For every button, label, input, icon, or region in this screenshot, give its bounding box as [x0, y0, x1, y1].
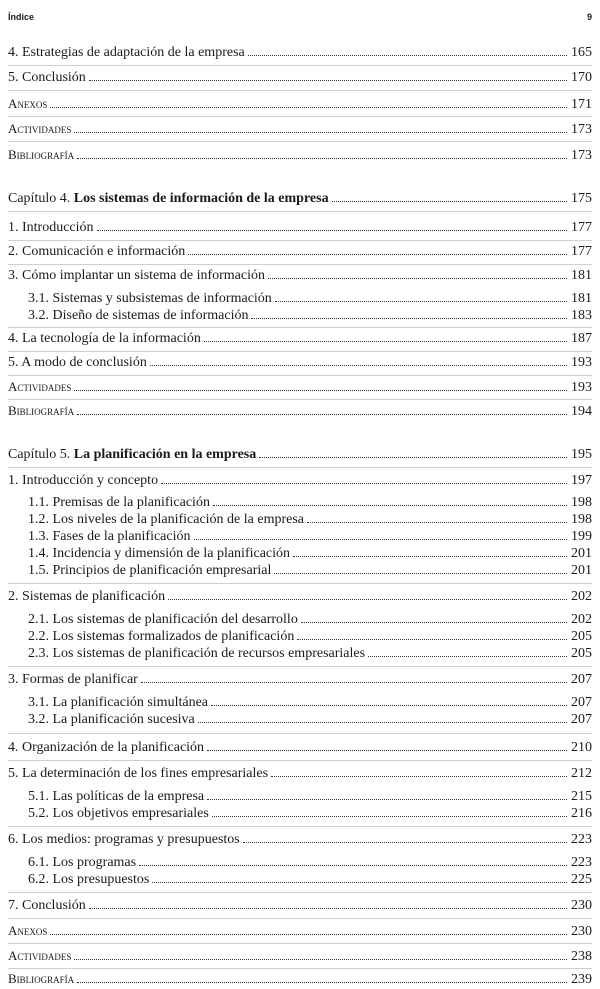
toc-subentry[interactable]: 5.1. Las políticas de la empresa 215 [28, 789, 592, 804]
toc-entry[interactable]: 5. Conclusión 170 [8, 70, 592, 85]
toc-chapter-5[interactable]: Capítulo 5. La planificación en la empresa 195 [8, 447, 592, 462]
toc-entry[interactable]: 3. Cómo implantar un sistema de información 181 [8, 268, 592, 283]
toc-entry[interactable]: 2. Sistemas de planificación 202 [8, 589, 592, 604]
toc-entry-annex[interactable]: Anexos 171 [8, 96, 592, 112]
toc-entry-activities[interactable]: Actividades 238 [8, 948, 592, 964]
toc-subentry[interactable]: 2.3. Los sistemas de planificación de recursos empresariales 205 [28, 646, 592, 661]
toc-subentry[interactable]: 1.4. Incidencia y dimensión de la planificación 201 [28, 546, 592, 561]
toc-subentry[interactable]: 3.1. Sistemas y subsistemas de información 181 [28, 291, 592, 306]
toc-entry[interactable]: 5. A modo de conclusión 193 [8, 355, 592, 370]
toc-entry[interactable]: 5. La determinación de los fines empresariales 212 [8, 766, 592, 781]
toc-entry[interactable]: 2. Comunicación e información 177 [8, 244, 592, 259]
toc-entry-activities[interactable]: Actividades 193 [8, 379, 592, 395]
toc-entry[interactable]: 1. Introducción y concepto 197 [8, 473, 592, 488]
toc-subentry[interactable]: 3.2. La planificación sucesiva 207 [28, 712, 592, 727]
header-page-number: 9 [586, 12, 592, 22]
toc-subentry[interactable]: 2.2. Los sistemas formalizados de planificación 205 [28, 629, 592, 644]
toc-subentry[interactable]: 2.1. Los sistemas de planificación del desarrollo 202 [28, 612, 592, 627]
toc-subentry[interactable]: 1.3. Fases de la planificación 199 [28, 529, 592, 544]
toc-subentry[interactable]: 1.2. Los niveles de la planificación de la empresa 198 [28, 512, 592, 527]
toc-entry-bibliography[interactable]: Bibliografía 194 [8, 403, 592, 419]
toc-entry[interactable]: 4. Organización de la planificación 210 [8, 740, 592, 755]
toc-subentry[interactable]: 5.2. Los objetivos empresariales 216 [28, 806, 592, 821]
toc-entry-bibliography[interactable]: Bibliografía 173 [8, 147, 592, 163]
header-section-title: Índice [8, 12, 35, 22]
toc-entry[interactable]: 3. Formas de planificar 207 [8, 672, 592, 687]
toc-entry[interactable]: 4. Estrategias de adaptación de la empresa 165 [8, 45, 592, 60]
toc-entry[interactable]: 6. Los medios: programas y presupuestos 223 [8, 832, 592, 847]
toc-subentry[interactable]: 6.1. Los programas 223 [28, 855, 592, 870]
toc-entry[interactable]: 1. Introducción 177 [8, 220, 592, 235]
toc-entry-annex[interactable]: Anexos 230 [8, 923, 592, 939]
toc-entry[interactable]: 4. La tecnología de la información 187 [8, 331, 592, 346]
toc-entry-activities[interactable]: Actividades 173 [8, 121, 592, 137]
toc-subentry[interactable]: 3.1. La planificación simultánea 207 [28, 695, 592, 710]
toc-entry-bibliography[interactable]: Bibliografía 239 [8, 971, 592, 987]
toc-subentry[interactable]: 3.2. Diseño de sistemas de información 183 [28, 308, 592, 323]
toc-subentry[interactable]: 1.5. Principios de planificación empresarial 201 [28, 563, 592, 578]
toc-subentry[interactable]: 1.1. Premisas de la planificación 198 [28, 495, 592, 510]
toc-chapter-4[interactable]: Capítulo 4. Los sistemas de información de la empresa 175 [8, 191, 592, 206]
toc-entry[interactable]: 7. Conclusión 230 [8, 898, 592, 913]
toc-subentry[interactable]: 6.2. Los presupuestos 225 [28, 872, 592, 887]
